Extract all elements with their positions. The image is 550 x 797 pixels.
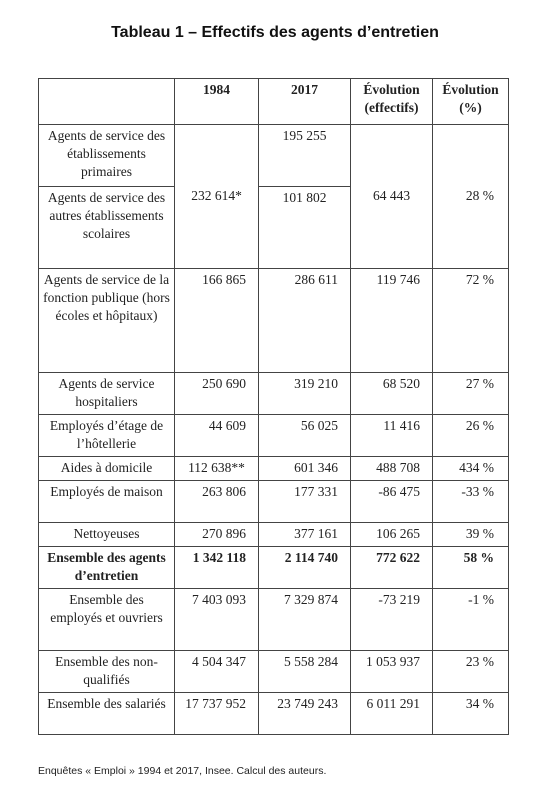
- cell-evolution: 64 443: [351, 125, 433, 269]
- cell-pct: 28 %: [433, 125, 509, 269]
- cell-pct: 58 %: [433, 547, 509, 589]
- row-label: Ensemble des salariés: [39, 693, 175, 735]
- row-label: Nettoyeuses: [39, 523, 175, 547]
- cell-1984: 112 638**: [175, 457, 259, 481]
- cell-2017: 195 255: [259, 125, 351, 187]
- header-2017: 2017: [259, 79, 351, 125]
- cell-evolution: 488 708: [351, 457, 433, 481]
- cell-1984: 270 896: [175, 523, 259, 547]
- row-label: Agents de service de la fonction publique (hors écoles et hôpitaux): [39, 269, 175, 373]
- table-row: [39, 415, 509, 457]
- cell-pct: 26 %: [433, 415, 509, 457]
- cell-2017: 23 749 243: [259, 693, 351, 735]
- row-label: Agents de service des établissements primaires: [39, 125, 175, 187]
- cell-pct: -33 %: [433, 481, 509, 523]
- row-label: Employés d’étage de l’hôtellerie: [39, 415, 175, 457]
- cell-pct: 434 %: [433, 457, 509, 481]
- cell-2017: 177 331: [259, 481, 351, 523]
- cell-1984: 44 609: [175, 415, 259, 457]
- table-title: Tableau 1 – Effectifs des agents d’entretien: [111, 24, 439, 41]
- cell-evolution: 1 053 937: [351, 651, 433, 693]
- cell-evolution: 11 416: [351, 415, 433, 457]
- cell-pct: 39 %: [433, 523, 509, 547]
- table-row: [39, 589, 509, 651]
- cell-1984: 4 504 347: [175, 651, 259, 693]
- cell-pct: -1 %: [433, 589, 509, 651]
- cell-2017: 7 329 874: [259, 589, 351, 651]
- table-row: [39, 457, 509, 481]
- cell-2017: 377 161: [259, 523, 351, 547]
- row-label: Agents de service des autres établissements scolaires: [39, 187, 175, 269]
- cell-2017: 286 611: [259, 269, 351, 373]
- table-row: [39, 125, 509, 187]
- cell-1984: 17 737 952: [175, 693, 259, 735]
- row-label: Ensemble des non-qualifiés: [39, 651, 175, 693]
- header-row: [39, 79, 509, 125]
- table-row: [39, 651, 509, 693]
- row-label: Agents de service hospitaliers: [39, 373, 175, 415]
- row-label: Employés de maison: [39, 481, 175, 523]
- header-1984: 1984: [175, 79, 259, 125]
- header-empty: [39, 79, 175, 125]
- cell-2017: 5 558 284: [259, 651, 351, 693]
- header-evolution-effectifs: Évolution (effectifs): [351, 79, 433, 125]
- row-label: Ensemble des agents d’entretien: [39, 547, 175, 589]
- cell-1984: 1 342 118: [175, 547, 259, 589]
- table-row: [39, 373, 509, 415]
- cell-pct: 23 %: [433, 651, 509, 693]
- table-row: [39, 269, 509, 373]
- cell-evolution: 119 746: [351, 269, 433, 373]
- cell-pct: 72 %: [433, 269, 509, 373]
- cell-evolution: -86 475: [351, 481, 433, 523]
- cell-evolution: 106 265: [351, 523, 433, 547]
- cell-pct: 34 %: [433, 693, 509, 735]
- cell-1984: 232 614*: [175, 125, 259, 269]
- cell-2017: 56 025: [259, 415, 351, 457]
- cell-1984: 166 865: [175, 269, 259, 373]
- data-table: [38, 78, 509, 735]
- table-row-total: [39, 547, 509, 589]
- cell-evolution: 6 011 291: [351, 693, 433, 735]
- cell-1984: 250 690: [175, 373, 259, 415]
- cell-evolution: 772 622: [351, 547, 433, 589]
- cell-2017: 101 802: [259, 187, 351, 269]
- cell-2017: 319 210: [259, 373, 351, 415]
- cell-1984: 7 403 093: [175, 589, 259, 651]
- table-row: [39, 523, 509, 547]
- cell-evolution: 68 520: [351, 373, 433, 415]
- table-row: [39, 693, 509, 735]
- source-note: Enquêtes « Emploi » 1994 et 2017, Insee. Calcul des auteurs.: [38, 765, 327, 777]
- cell-1984: 263 806: [175, 481, 259, 523]
- cell-2017: 601 346: [259, 457, 351, 481]
- cell-evolution: -73 219: [351, 589, 433, 651]
- header-evolution-pct: Évolution (%): [433, 79, 509, 125]
- cell-pct: 27 %: [433, 373, 509, 415]
- cell-2017: 2 114 740: [259, 547, 351, 589]
- row-label: Aides à domicile: [39, 457, 175, 481]
- row-label: Ensemble des employés et ouvriers: [39, 589, 175, 651]
- table-row: [39, 481, 509, 523]
